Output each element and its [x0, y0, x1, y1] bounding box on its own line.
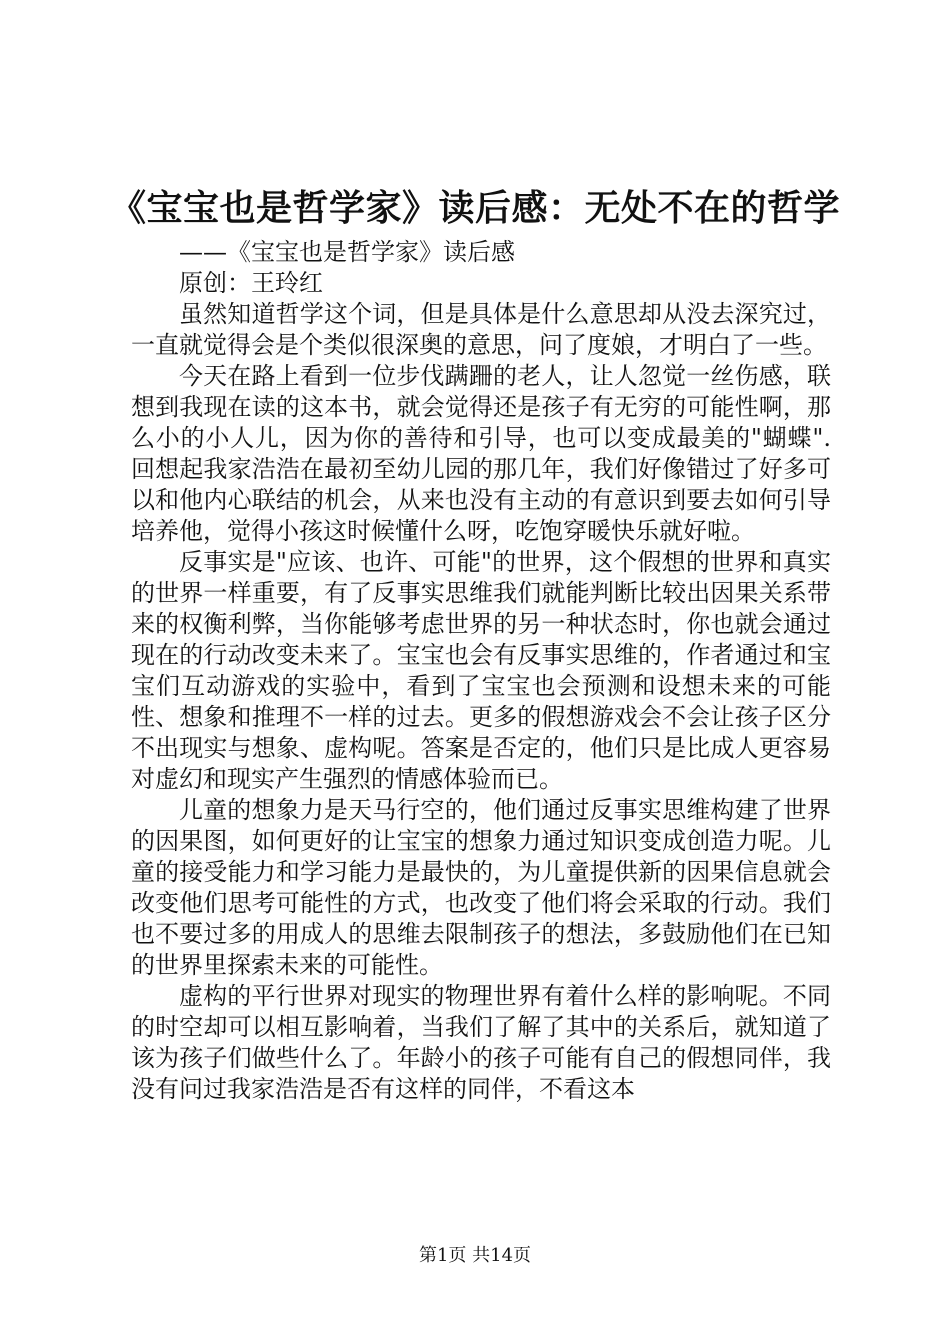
paragraph: 虚构的平行世界对现实的物理世界有着什么样的影响呢。不同的时空却可以相互影响着，当我们了解了其中的关系后，就知道了该为孩子们做些什么了。年龄小的孩子可能有自己的假想同伴，我没有问过我家浩浩是否有这样的同伴，不看这本	[131, 982, 831, 1103]
paragraph: 虽然知道哲学这个词，但是具体是什么意思却从没去深究过，一直就觉得会是个类似很深奥的意思，问了度娘，才明白了一些。	[131, 300, 831, 359]
document-body	[131, 237, 831, 1105]
paragraph: 儿童的想象力是天马行空的，他们通过反事实思维构建了世界的因果图，如何更好的让宝宝的想象力通过知识变成创造力呢。儿童的接受能力和学习能力是最快的，为儿童提供新的因果信息就会改变他们思考可能性的方式，也改变了他们将会采取的行动。我们也不要过多的用成人的思维去限制孩子的想法，多鼓励他们在已知的世界里探索未来的可能性。	[131, 796, 831, 979]
document-subtitle: ——《宝宝也是哲学家》读后感	[179, 238, 515, 266]
paragraph: 反事实是"应该、也许、可能"的世界，这个假想的世界和真实的世界一样重要，有了反事实思维我们就能判断比较出因果关系带来的权衡利弊，当你能够考虑世界的另一种状态时，你也就会通过现在的行动改变未来了。宝宝也会有反事实思维的，作者通过和宝宝们互动游戏的实验中，看到了宝宝也会预测和设想未来的可能性、想象和推理不一样的过去。更多的假想游戏会不会让孩子区分不出现实与想象、虚构呢。答案是否定的，他们只是比成人更容易对虚幻和现实产生强烈的情感体验而已。	[131, 548, 831, 793]
document-title: 《宝宝也是哲学家》读后感：无处不在的哲学	[109, 187, 840, 229]
page-number-footer: 第1页 共14页	[418, 1245, 532, 1266]
paragraph: 今天在路上看到一位步伐蹒跚的老人，让人忽觉一丝伤感，联想到我现在读的这本书，就会觉得还是孩子有无穷的可能性啊，那么小的小人儿，因为你的善待和引导，也可以变成最美的"蝴蝶".回想起我家浩浩在最初至幼儿园的那几年，我们好像错过了好多可以和他内心联结的机会，从来也没有主动的有意识到要去如何引导培养他，觉得小孩这时候懂什么呀，吃饱穿暖快乐就好啦。	[131, 362, 831, 545]
author-line: 原创：王玲红	[179, 269, 323, 297]
